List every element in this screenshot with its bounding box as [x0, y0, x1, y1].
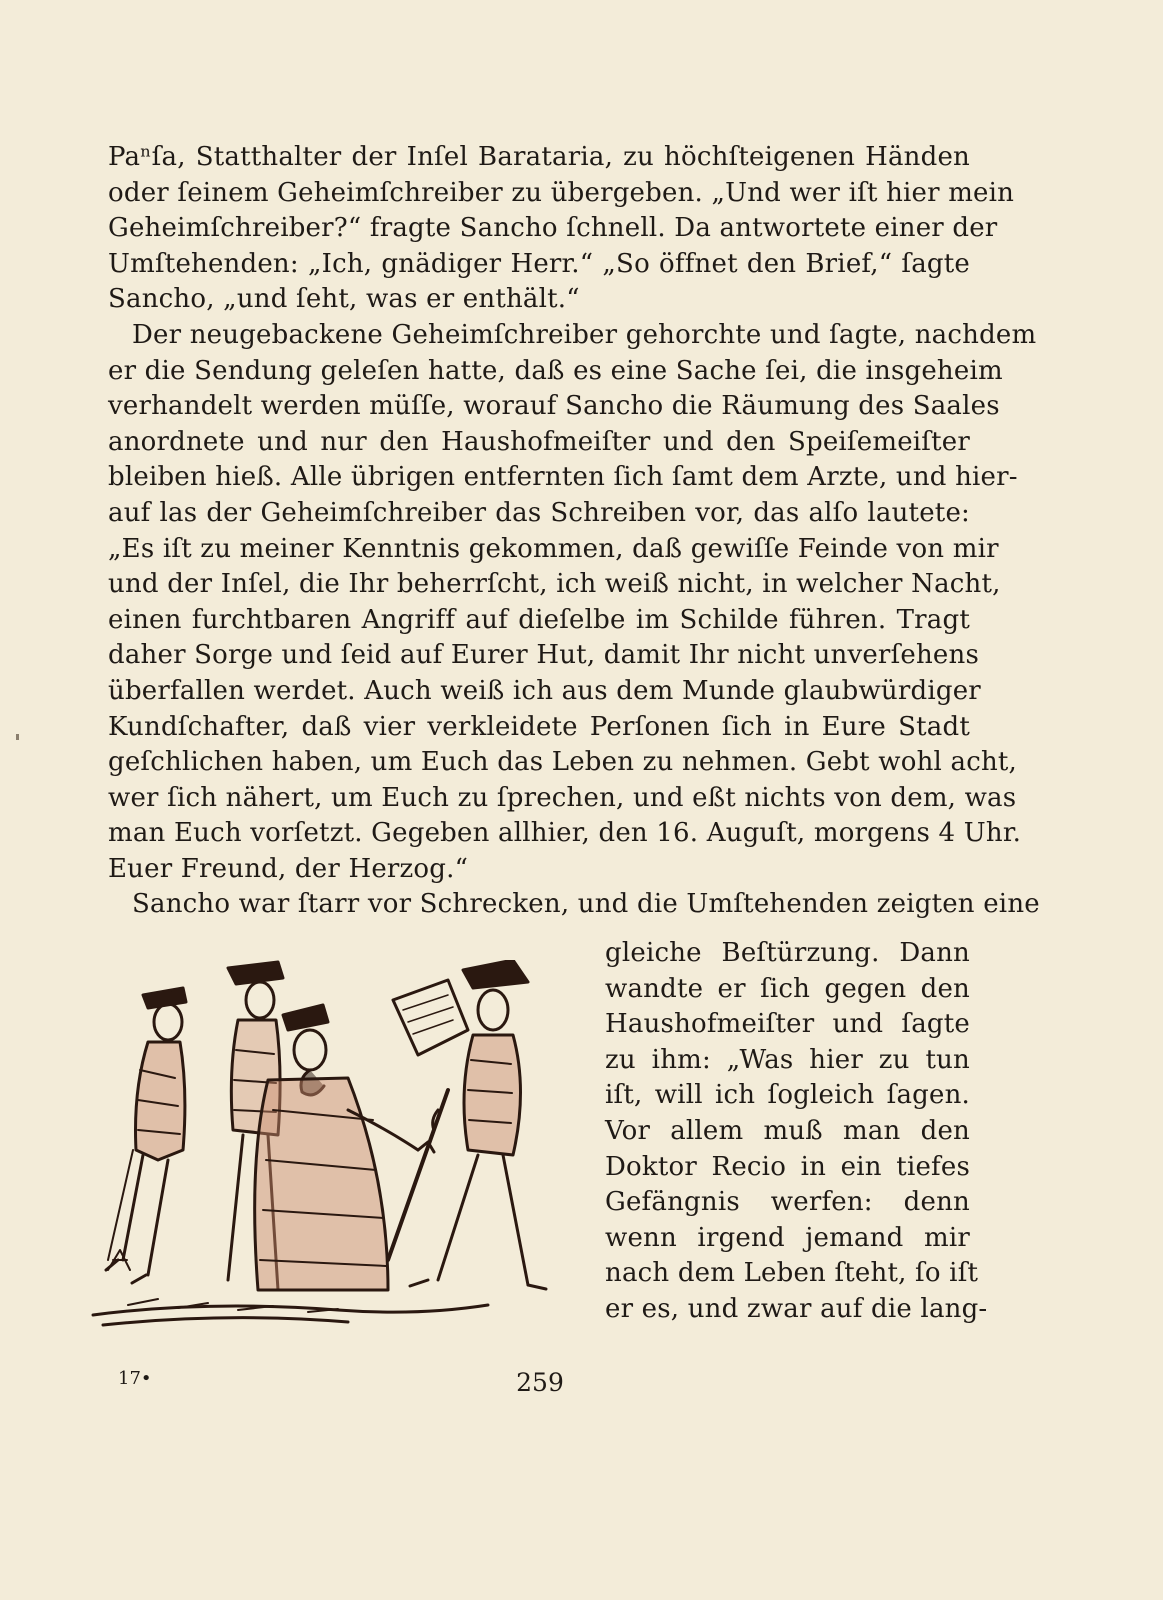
wrapped-text-beside-illustration: [605, 936, 988, 1328]
text-line: er es, und zwar auf die lang-: [605, 1293, 988, 1324]
text-line: Gefängnis werfen: denn: [605, 1187, 970, 1218]
text-line: gleiche Beſtürzung. Dann: [605, 938, 970, 968]
page-number: 259: [516, 1368, 564, 1397]
text-line: Kundſchafter, daß vier verkleidete Perſonen ſich in Eure Stadt: [108, 711, 970, 742]
text-line: Geheimſchreiber?“ fragte Sancho ſchnell. Da antwortete einer der: [108, 213, 998, 244]
text-line: oder ſeinem Geheimſchreiber zu übergeben. „Und wer iſt hier mein: [108, 177, 1015, 208]
text-line: und der Inſel, die Ihr beherrſcht, ich weiß nicht, in welcher Nacht,: [108, 569, 1001, 600]
text-line: daher Sorge und ſeid auf Eurer Hut, damit Ihr nicht unverſehens: [108, 640, 979, 671]
text-line: Sancho, „und ſeht, was er enthält.“: [108, 284, 580, 315]
paragraph-start-line: Der neugebackene Geheimſchreiber gehorchte und ſagte, nachdem: [132, 319, 1037, 350]
text-line: auf las der Geheimſchreiber das Schreiben vor, das alſo lautete:: [108, 497, 970, 528]
text-line: wandte er ſich gegen den: [605, 973, 970, 1004]
figure-right: [388, 960, 546, 1289]
text-line: iſt, will ich ſogleich ſagen.: [605, 1080, 970, 1111]
text-line: wer ſich nähert, um Euch zu ſprechen, und eßt nichts von dem, was: [108, 782, 1017, 813]
text-line: Euer Freund, der Herzog.“: [108, 853, 469, 884]
text-line: geſchlichen haben, um Euch das Leben zu nehmen. Gebt wohl acht,: [108, 747, 1018, 778]
text-line: zu ihm: „Was hier zu tun: [605, 1044, 970, 1075]
figure-center: [255, 1005, 434, 1290]
text-line: Doktor Recio in ein tiefes: [605, 1151, 970, 1182]
text-line: er die Sendung geleſen hatte, daß es eine Sache ſei, die insgeheim: [108, 355, 1003, 386]
text-line: „Es iſt zu meiner Kenntnis gekommen, daß gewiſſe Feinde von mir: [108, 533, 999, 564]
figure-left: [106, 988, 186, 1283]
text-line: wenn irgend jemand mir: [605, 1222, 970, 1253]
body-text: [108, 140, 1040, 923]
signature-mark: 17•: [118, 1368, 152, 1389]
text-line: man Euch vorſetzt. Gegeben allhier, den 16. Auguſt, morgens 4 Uhr.: [108, 818, 1022, 849]
text-line: Vor allem muß man den: [605, 1115, 970, 1146]
text-line: nach dem Leben ſteht, ſo iſt: [605, 1258, 979, 1289]
paragraph-start-line: Sancho war ſtarr vor Schrecken, und die Umſtehenden zeigten eine: [132, 889, 1040, 920]
text-line: bleiben hieß. Alle übrigen entfernten ſich ſamt dem Arzte, und hier-: [108, 462, 1018, 493]
text-line: Umſtehenden: „Ich, gnädiger Herr.“ „So öffnet den Brief,“ ſagte: [108, 248, 970, 279]
text-line: Paⁿſa, Statthalter der Inſel Barataria, zu höchſteigenen Händen: [108, 142, 970, 172]
text-line: anordnete und nur den Haushofmeiſter und den Speiſemeiſter: [108, 426, 970, 457]
text-line: Haushofmeiſter und ſagte: [605, 1009, 970, 1040]
margin-speck: [16, 734, 19, 740]
text-line: verhandelt werden müſſe, worauf Sancho die Räumung des Saales: [108, 391, 1000, 422]
text-line: überfallen werdet. Auch weiß ich aus dem Munde glaubwürdiger: [108, 675, 981, 706]
text-line: einen furchtbaren Angriff auf dieſelbe im Schilde führen. Tragt: [108, 604, 970, 635]
woodcut-illustration: [88, 960, 568, 1340]
